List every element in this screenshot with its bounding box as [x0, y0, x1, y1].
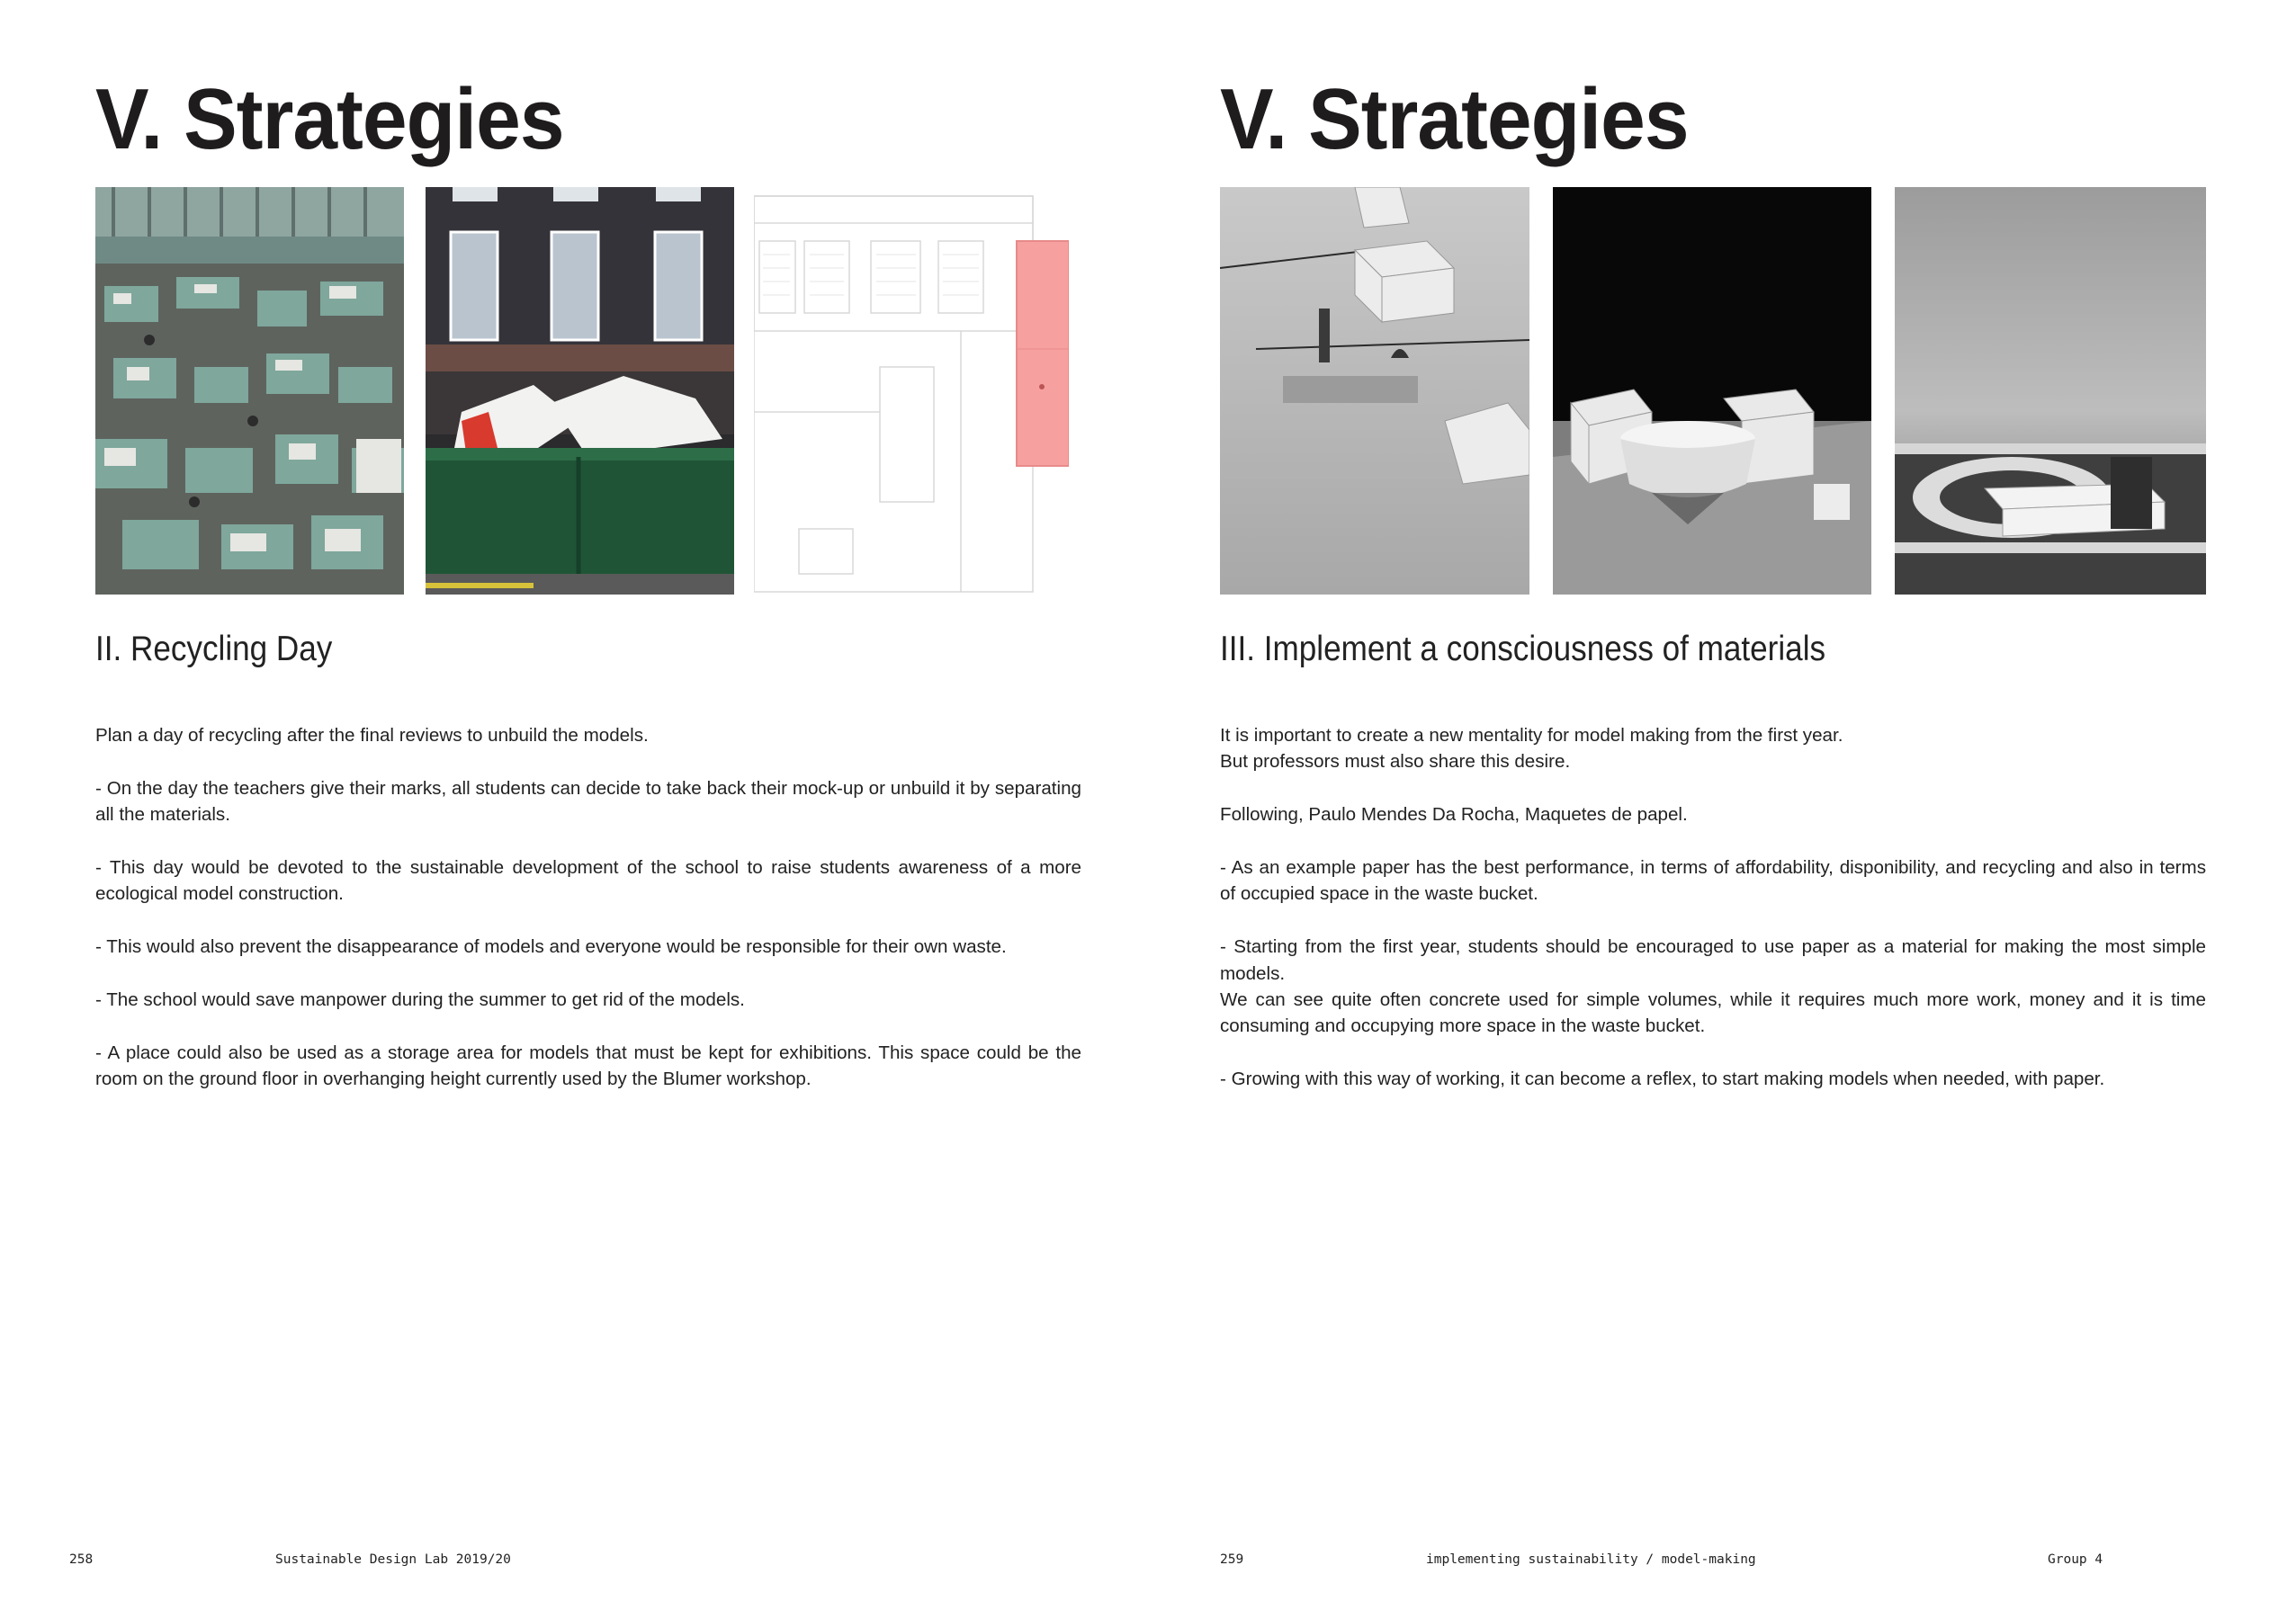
paragraph: We can see quite often concrete used for simple volumes, while it requires much more work, money and it is time consuming and occupying more space in the waste bucket. — [1220, 989, 2206, 1037]
paragraph: - This day would be devoted to the sustainable development of the school to raise students awareness of a more ecological model construction. — [95, 857, 1081, 905]
page-number: 259 — [1220, 1552, 1244, 1567]
paragraph: - Starting from the first year, students should be encouraged to use paper as a material for making the most simple models. — [1220, 936, 2206, 984]
waste-skip-photo — [426, 187, 734, 595]
paragraph: Following, Paulo Mendes Da Rocha, Maquetes de papel. — [1220, 804, 1688, 826]
publication-name: Sustainable Design Lab 2019/20 — [275, 1552, 511, 1567]
paragraph: - Growing with this way of working, it can become a reflex, to start making models when needed, with paper. — [1220, 1069, 2105, 1090]
section-body — [1220, 722, 2206, 1093]
paragraph: - On the day the teachers give their marks, all students can decide to take back their mock-up or unbuild it by separating all the materials. — [95, 777, 1081, 826]
paper-model-dark-photo — [1553, 187, 1871, 595]
page-title: V. Strategies — [1220, 71, 1689, 167]
page-number: 258 — [69, 1552, 94, 1567]
section-subtitle: III. Implement a consciousness of materials — [1220, 630, 1826, 668]
floor-plan-drawing — [754, 187, 1069, 595]
paragraph: But professors must also share this desire. — [1220, 751, 1571, 773]
page-title: V. Strategies — [95, 71, 564, 167]
paragraph: Plan a day of recycling after the final reviews to unbuild the models. — [95, 725, 649, 746]
section-subtitle: II. Recycling Day — [95, 630, 333, 668]
section-body — [95, 722, 1081, 1093]
paragraph: - The school would save manpower during the summer to get rid of the models. — [95, 989, 745, 1010]
section-name: implementing sustainability / model-making — [1426, 1552, 1756, 1567]
paragraph: - As an example paper has the best performance, in terms of affordability, disponibility, and recycling and also in terms of occupied space in the waste bucket. — [1220, 857, 2206, 905]
paper-model-closeup-photo — [1895, 187, 2206, 595]
right-page — [1148, 0, 2296, 1610]
paper-model-site-photo — [1220, 187, 1529, 595]
studio-workshop-photo — [95, 187, 404, 595]
paragraph: It is important to create a new mentality for model making from the first year. — [1220, 725, 1843, 746]
paragraph: - This would also prevent the disappearance of models and everyone would be responsible for their own waste. — [95, 936, 1007, 958]
group-label: Group 4 — [2048, 1552, 2103, 1567]
paragraph: - A place could also be used as a storage area for models that must be kept for exhibitions. This space could be the room on the ground floor in overhanging height currently used by the Blumer workshop. — [95, 1042, 1081, 1090]
